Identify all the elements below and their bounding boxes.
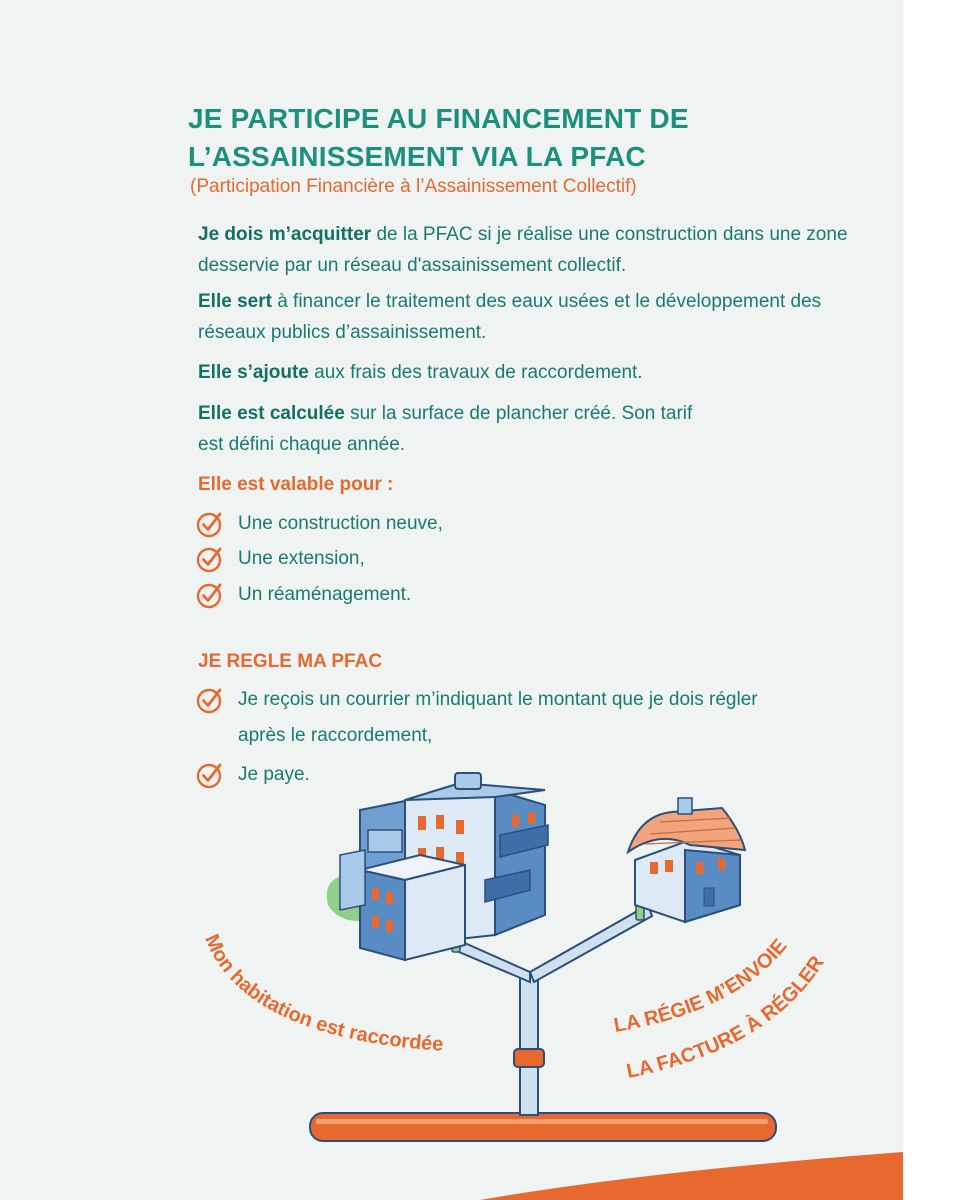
- apartment-buildings: [327, 773, 548, 960]
- label-invoice-line-1: LA RÉGIE M’ENVOIE: [612, 935, 792, 1037]
- paragraph-obligation: [198, 219, 848, 281]
- payment-item: [196, 686, 796, 754]
- title-line-1: JE PARTICIPE AU FINANCEMENT DE: [188, 103, 689, 134]
- paragraph-text: aux frais des travaux de raccordement.: [308, 362, 643, 383]
- paragraph-text: de la PFAC si je réalise une construction dans une zone desservie par un réseau d'assainissement collectif.: [198, 224, 848, 276]
- paragraph-text: à financer le traitement des eaux usées et le développement des réseaux publics d’assainissement.: [198, 291, 822, 343]
- check-circle-icon: [196, 545, 224, 573]
- paragraph-lead: Je dois m’acquitter: [198, 224, 372, 245]
- validity-title: Elle est valable pour :: [198, 474, 394, 495]
- payment-item-label: Je reçois un courrier m’indiquant le montant que je dois régler après le raccordement,: [238, 689, 758, 746]
- paragraph-calculation: [198, 398, 718, 460]
- validity-item: [196, 545, 836, 577]
- validity-item-label: Une extension,: [238, 548, 365, 569]
- vertical-pipe: [514, 975, 544, 1115]
- small-house: [628, 798, 745, 922]
- payment-item-label: Je paye.: [238, 764, 310, 785]
- main-sewer-pipe: [310, 1113, 776, 1141]
- validity-item-label: Un réaménagement.: [238, 584, 412, 605]
- page-title: [188, 100, 828, 176]
- paragraph-purpose: [198, 286, 848, 348]
- branch-pipes: [440, 902, 652, 982]
- validity-item: [196, 581, 836, 613]
- title-line-2: L’ASSAINISSEMENT VIA LA PFAC: [188, 141, 646, 172]
- check-circle-icon: [196, 581, 224, 609]
- paragraph-lead: Elle est calculée: [198, 403, 345, 424]
- check-circle-icon: [196, 761, 224, 789]
- decorative-wave: [480, 1152, 903, 1200]
- paragraph-text: sur la surface de plancher créé. Son tarif est défini chaque année.: [198, 403, 693, 455]
- label-connected: Mon habitation est raccordée: [200, 931, 445, 1056]
- paragraph-addition: [198, 357, 848, 388]
- validity-item: [196, 510, 836, 542]
- validity-item-label: Une construction neuve,: [238, 513, 443, 534]
- paragraph-lead: Elle s’ajoute: [198, 362, 309, 383]
- check-circle-icon: [196, 686, 224, 714]
- payment-item: [196, 761, 836, 793]
- check-circle-icon: [196, 510, 224, 538]
- page-subtitle: (Participation Financière à l’Assainissement Collectif): [190, 176, 637, 197]
- label-invoice-line-2: LA FACTURE À RÉGLER: [624, 952, 829, 1083]
- payment-title: JE REGLE MA PFAC: [198, 651, 383, 672]
- paragraph-lead: Elle sert: [198, 291, 272, 312]
